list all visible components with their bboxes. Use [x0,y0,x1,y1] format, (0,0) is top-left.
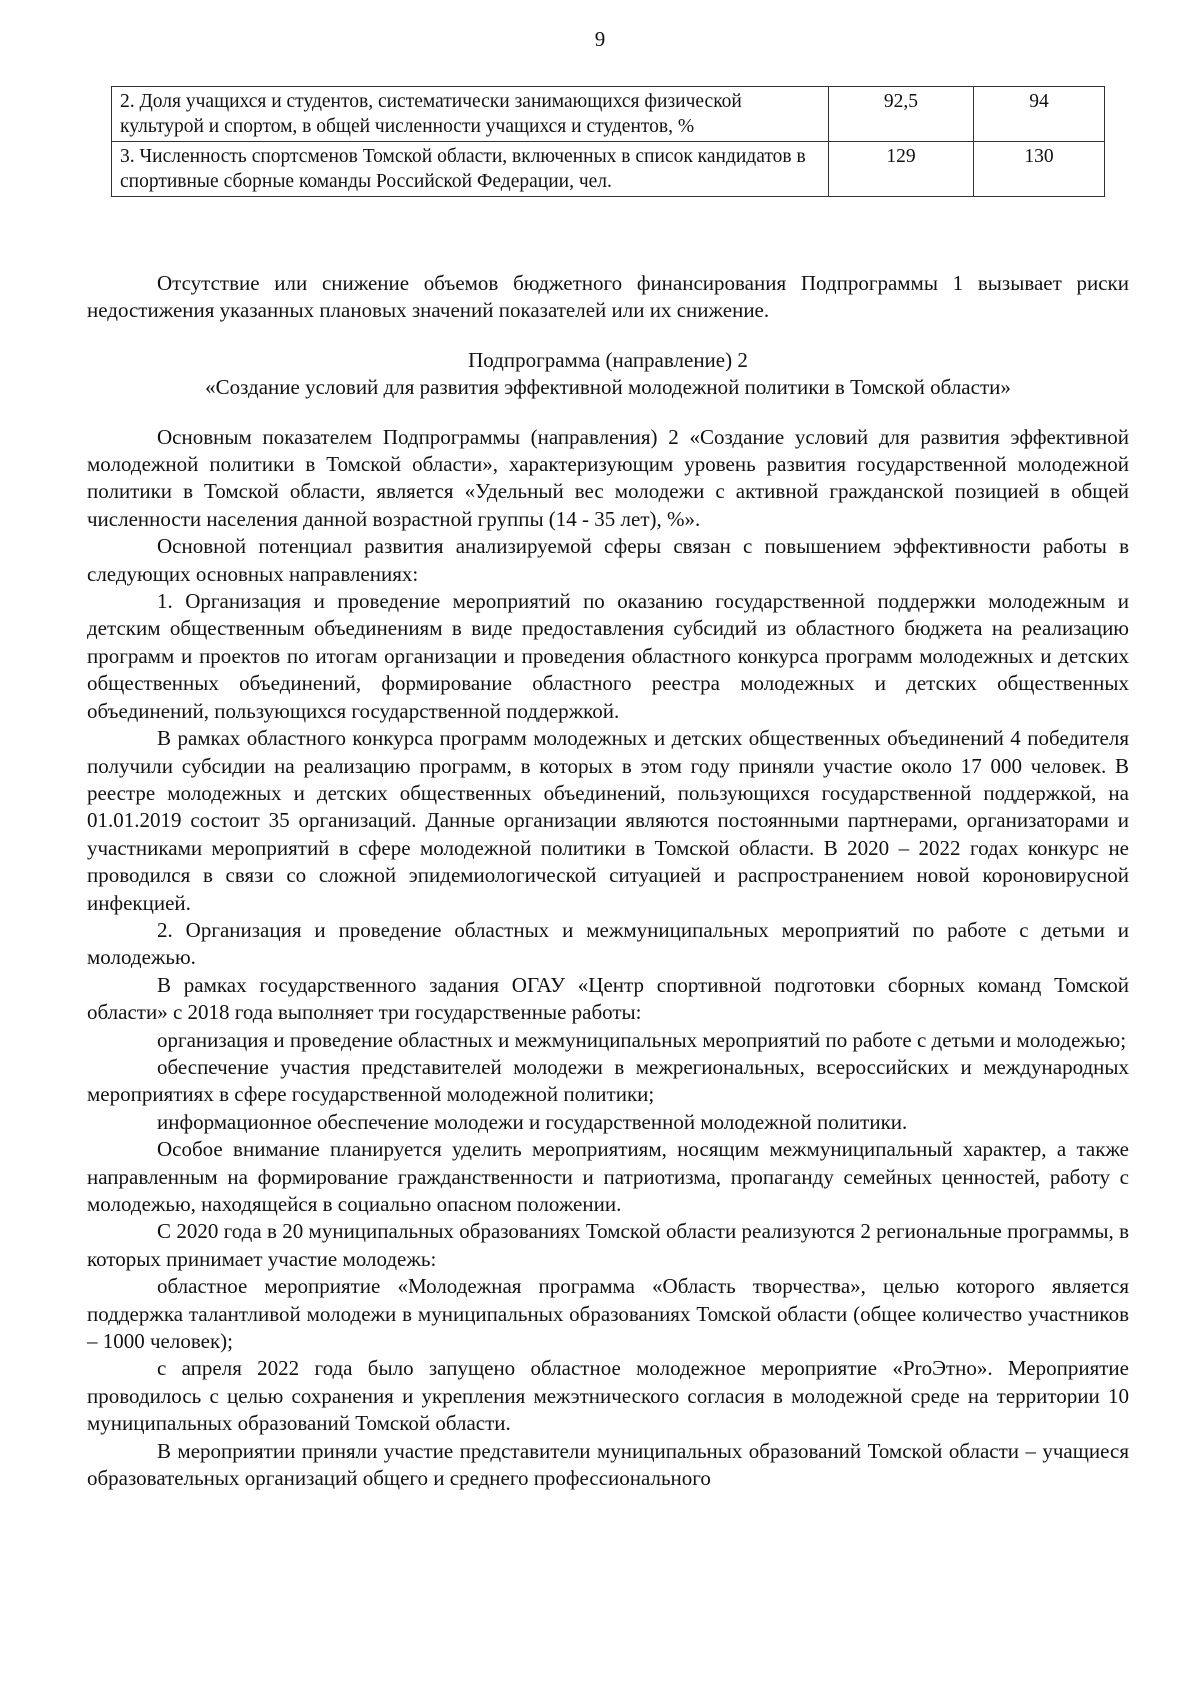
paragraph-direction-1: 1. Организация и проведение мероприятий по оказанию государственной поддержки молодежным и детским общественным объединениям в виде предоставления субсидий из областного бюджета на реализацию программ и проектов по итогам организации и проведения областного конкурса программ молодежных и детских общественных объединений, формирование областного реестра молодежных и детских общественных объединений, пользующихся государственной поддержкой. [87,589,1129,723]
paragraph-special-attention: Особое внимание планируется уделить мероприятиям, носящим межмуниципальный характер, а также направленным на формирование гражданственности и патриотизма, пропаганду семейных ценностей, работу с молодежью, находящейся в социально опасном положении. [87,1137,1129,1216]
paragraph-potential: Основной потенциал развития анализируемой сферы связан с повышением эффективности работы в следующих основных направлениях: [87,534,1129,586]
paragraph-work-2: обеспечение участия представителей молодежи в межрегиональных, всероссийских и международных мероприятиях в сфере государственной молодежной политики; [87,1054,1129,1107]
paragraph-funding-risk: Отсутствие или снижение объемов бюджетного финансирования Подпрограммы 1 вызывает риски недостижения указанных плановых значений показателей или их снижение. [87,271,1129,323]
indicator-name: 3. Численность спортсменов Томской области, включенных в список кандидатов в спортивные сборные команды Российской Федерации, чел. [112,142,829,197]
indicator-value-2: 130 [973,142,1104,197]
paragraph-work-3: информационное обеспечение молодежи и государственной молодежной политики. [157,1109,908,1134]
paragraph-regional-programs: С 2020 года в 20 муниципальных образованиях Томской области реализуются 2 региональные программы, в которых принимает участие молодежь: [87,1219,1129,1271]
paragraph-participants: В мероприятии приняли участие представители муниципальных образований Томской области – учащиеся образовательных организаций общего и среднего профессионального [87,1438,1129,1491]
body-text [87,270,1129,1492]
table-row [112,87,1105,142]
page-number: 9 [594,27,606,51]
indicator-value-2: 94 [973,87,1104,142]
paragraph-main-indicator: Основным показателем Подпрограммы (направления) 2 «Создание условий для развития эффективной молодежной политики в Томской области», характеризующим уровень развития государственной молодежной политики в Томской области, является «Удельный вес молодежи с активной гражданской позицией в общей численности населения данной возрастной группы (14 - 35 лет), %». [87,424,1129,531]
indicators-table [111,86,1105,197]
paragraph-work-1: организация и проведение областных и межмуниципальных мероприятий по работе с детьми и молодежью; [157,1027,1127,1052]
indicator-name: 2. Доля учащихся и студентов, систематически занимающихся физической культурой и спортом, в общей численности учащихся и студентов, % [112,87,829,142]
paragraph-creativity-program: областное мероприятие «Молодежная программа «Область творчества», целью которого является поддержка талантливой молодежи в муниципальных образованиях Томской области (общее количество участников – 1000 человек); [87,1274,1129,1354]
subprogram-title: «Создание условий для развития эффективной молодежной политики в Томской области» [205,375,1011,400]
subprogram-heading: Подпрограмма (направление) 2 [468,347,748,372]
indicator-value-1: 129 [829,142,974,197]
paragraph-state-task: В рамках государственного задания ОГАУ «Центр спортивной подготовки сборных команд Томской области» с 2018 года выполняет три государственные работы: [87,972,1129,1025]
table-row [112,142,1105,197]
indicator-value-1: 92,5 [829,87,974,142]
paragraph-proetno: с апреля 2022 года было запущено областное молодежное мероприятие «ProЭтно». Мероприятие проводилось с целью сохранения и укрепления межэтнического согласия в молодежной среде на территории 10 муниципальных образований Томской области. [87,1356,1129,1436]
paragraph-contest: В рамках областного конкурса программ молодежных и детских общественных объединений 4 победителя получили субсидии на реализацию программ, в которых в этом году приняли участие около 17 000 человек. В реестре молодежных и детских общественных объединений, пользующихся государственной поддержкой, на 01.01.2019 состоит 35 организаций. Данные организации являются постоянными партнерами, организаторами и участниками мероприятий в сфере молодежной политики в Томской области. В 2020 – 2022 годах конкурс не проводился в связи со сложной эпидемиологической ситуацией и распространением новой короновирусной инфекцией. [87,726,1129,915]
paragraph-direction-2: 2. Организация и проведение областных и межмуниципальных мероприятий по работе с детьми и молодежью. [87,917,1129,970]
